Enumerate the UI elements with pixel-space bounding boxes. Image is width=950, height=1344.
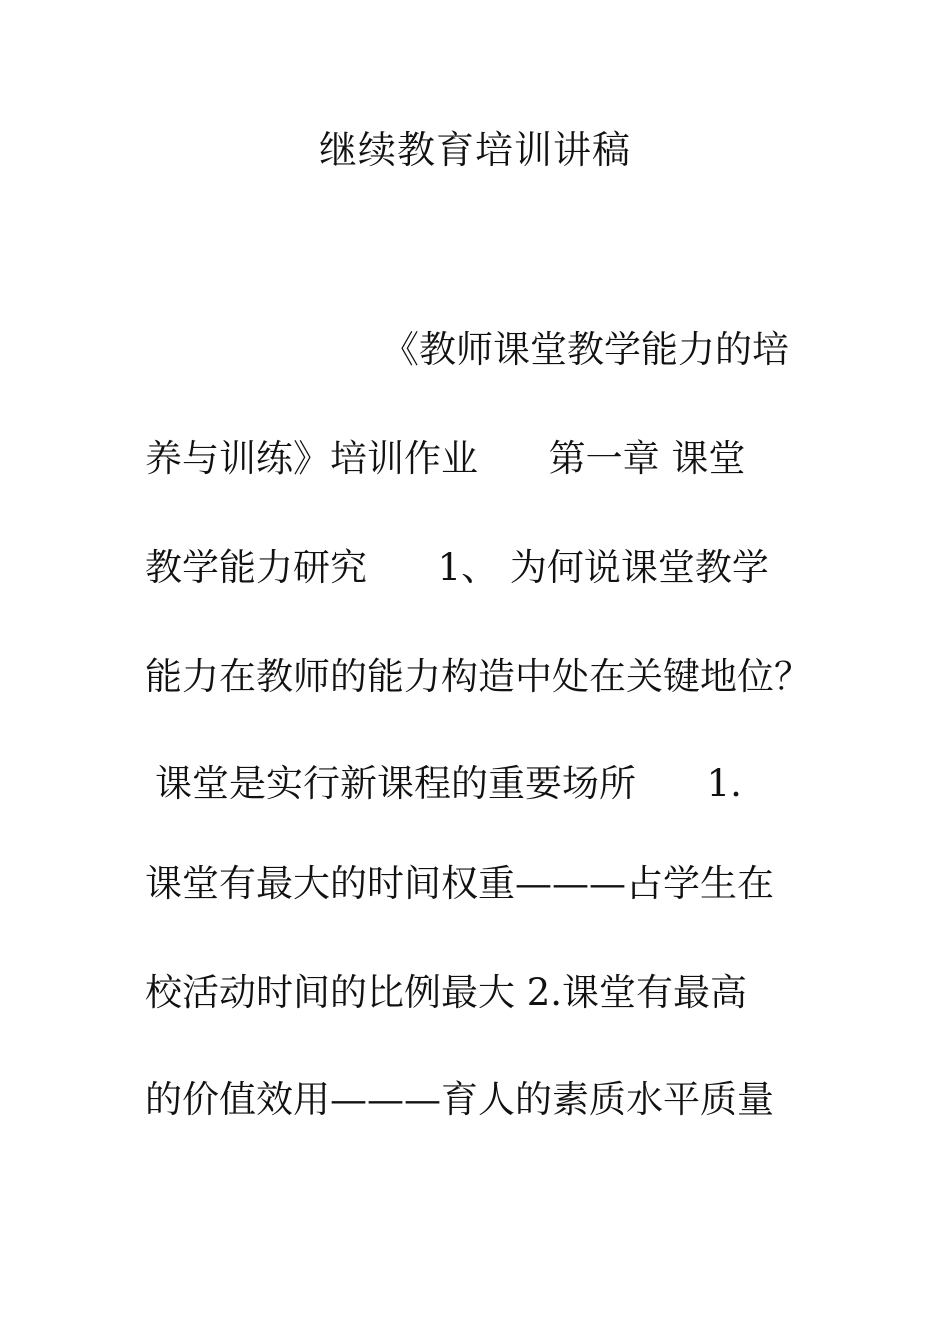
- body-line-4: 能力在教师的能力构造中处在关键地位？: [145, 655, 811, 698]
- body-line-7: 校活动时间的比例最大 2.课堂有最高: [145, 971, 748, 1014]
- body-line-5: 课堂是实行新课程的重要场所 1.: [155, 762, 742, 805]
- body-line-3: 教学能力研究 1、 为何说课堂教学: [145, 546, 769, 589]
- document-title: 继续教育培训讲稿: [318, 128, 631, 172]
- body-line-2: 养与训练》培训作业 第一章 课堂: [145, 437, 746, 480]
- body-line-6: 课堂有最大的时间权重———占学生在: [145, 862, 774, 905]
- body-line-1: 《教师课堂教学能力的培: [382, 328, 789, 371]
- body-line-8: 的价值效用———育人的素质水平质量: [145, 1078, 774, 1121]
